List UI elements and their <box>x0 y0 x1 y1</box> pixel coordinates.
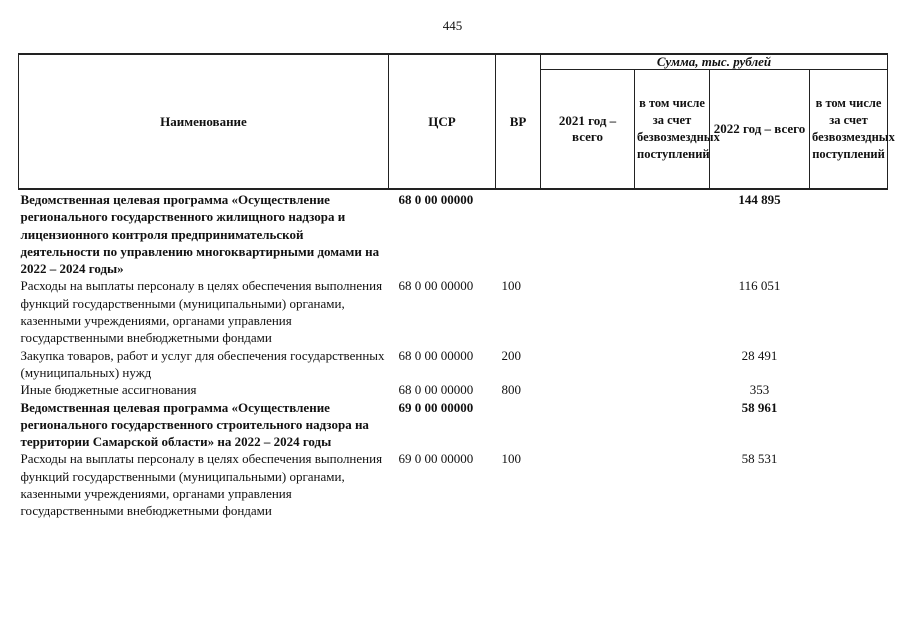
row-2021-total <box>541 399 635 451</box>
table-row <box>19 189 888 277</box>
row-2021-total <box>541 381 635 398</box>
table-row <box>19 277 888 346</box>
header-2022-total: 2022 год – всего <box>710 70 810 190</box>
row-2021-free <box>635 189 710 277</box>
row-2022-total: 58 961 <box>741 399 778 415</box>
row-2022-total: 28 491 <box>741 347 778 363</box>
row-csr: 68 0 00 00000 <box>398 278 474 294</box>
row-vr: 200 <box>501 347 521 363</box>
row-name: Иные бюджетные ассигнования <box>20 382 197 398</box>
row-name: Расходы на выплаты персоналу в целях обеспечения выполнения функций государственными (муниципальными) органами, казенными учреждениями, органами управления государственными внебюджетными фондами <box>20 278 383 346</box>
row-vr: 100 <box>501 451 521 467</box>
row-2021-free <box>635 347 710 382</box>
budget-table <box>18 53 895 520</box>
row-2021-total <box>541 450 635 519</box>
row-vr <box>496 189 541 277</box>
row-2021-free <box>635 450 710 519</box>
row-csr: 68 0 00 00000 <box>398 347 474 363</box>
row-2021-free <box>635 277 710 346</box>
row-vr: 800 <box>501 382 521 398</box>
row-csr: 68 0 00 00000 <box>398 192 474 207</box>
page-number: 445 <box>442 18 463 33</box>
row-2021-free <box>635 399 710 451</box>
header-csr: ЦСР <box>389 54 496 189</box>
header-2022-free: в том числе за счет безвозмездных поступлений <box>810 70 888 190</box>
row-2021-free <box>635 381 710 398</box>
row-csr: 69 0 00 00000 <box>398 451 474 467</box>
row-2022-free <box>810 277 888 346</box>
header-vr: ВР <box>496 54 541 189</box>
table-row <box>19 381 888 398</box>
row-2021-total <box>541 189 635 277</box>
row-2021-total <box>541 347 635 382</box>
row-2022-total: 58 531 <box>741 451 778 467</box>
row-2022-total: 116 051 <box>738 278 781 294</box>
row-csr: 68 0 00 00000 <box>398 382 474 398</box>
header-name: Наименование <box>19 54 389 189</box>
row-csr: 69 0 00 00000 <box>398 399 474 415</box>
row-vr <box>496 399 541 451</box>
row-2022-free <box>810 189 888 277</box>
header-2021-free: в том числе за счет безвозмездных поступлений <box>635 70 710 190</box>
row-2021-total <box>541 277 635 346</box>
header-2021-total: 2021 год – всего <box>541 70 635 190</box>
row-2022-free <box>810 450 888 519</box>
header-sum-group: Сумма, тыс. рублей <box>541 54 888 70</box>
row-name: Расходы на выплаты персоналу в целях обеспечения выполнения функций государственными (муниципальными) органами, казенными учреждениями, органами управления государственными внебюджетными фондами <box>20 451 383 519</box>
row-name: Закупка товаров, работ и услуг для обеспечения государственных (муниципальных) нужд <box>20 347 385 380</box>
row-2022-free <box>810 381 888 398</box>
table-header <box>19 54 895 189</box>
row-2022-total: 144 895 <box>738 192 781 207</box>
table-row <box>19 347 888 382</box>
row-2022-total: 353 <box>749 382 770 398</box>
table-body <box>19 189 888 520</box>
row-2022-free <box>810 347 888 382</box>
table-row <box>19 450 888 519</box>
row-vr: 100 <box>501 278 521 294</box>
table-row <box>19 399 888 451</box>
row-2022-free <box>810 399 888 451</box>
row-name: Ведомственная целевая программа «Осуществление регионального государственного жилищного надзора и лицензионного контроля предпринимательской деятельности по управлению многоквартирными домами на 2022 – 2024 годы» <box>20 192 380 277</box>
row-name: Ведомственная целевая программа «Осуществление регионального государственного строительного надзора на территории Самарской области» на 2022 – 2024 годы <box>20 399 369 450</box>
